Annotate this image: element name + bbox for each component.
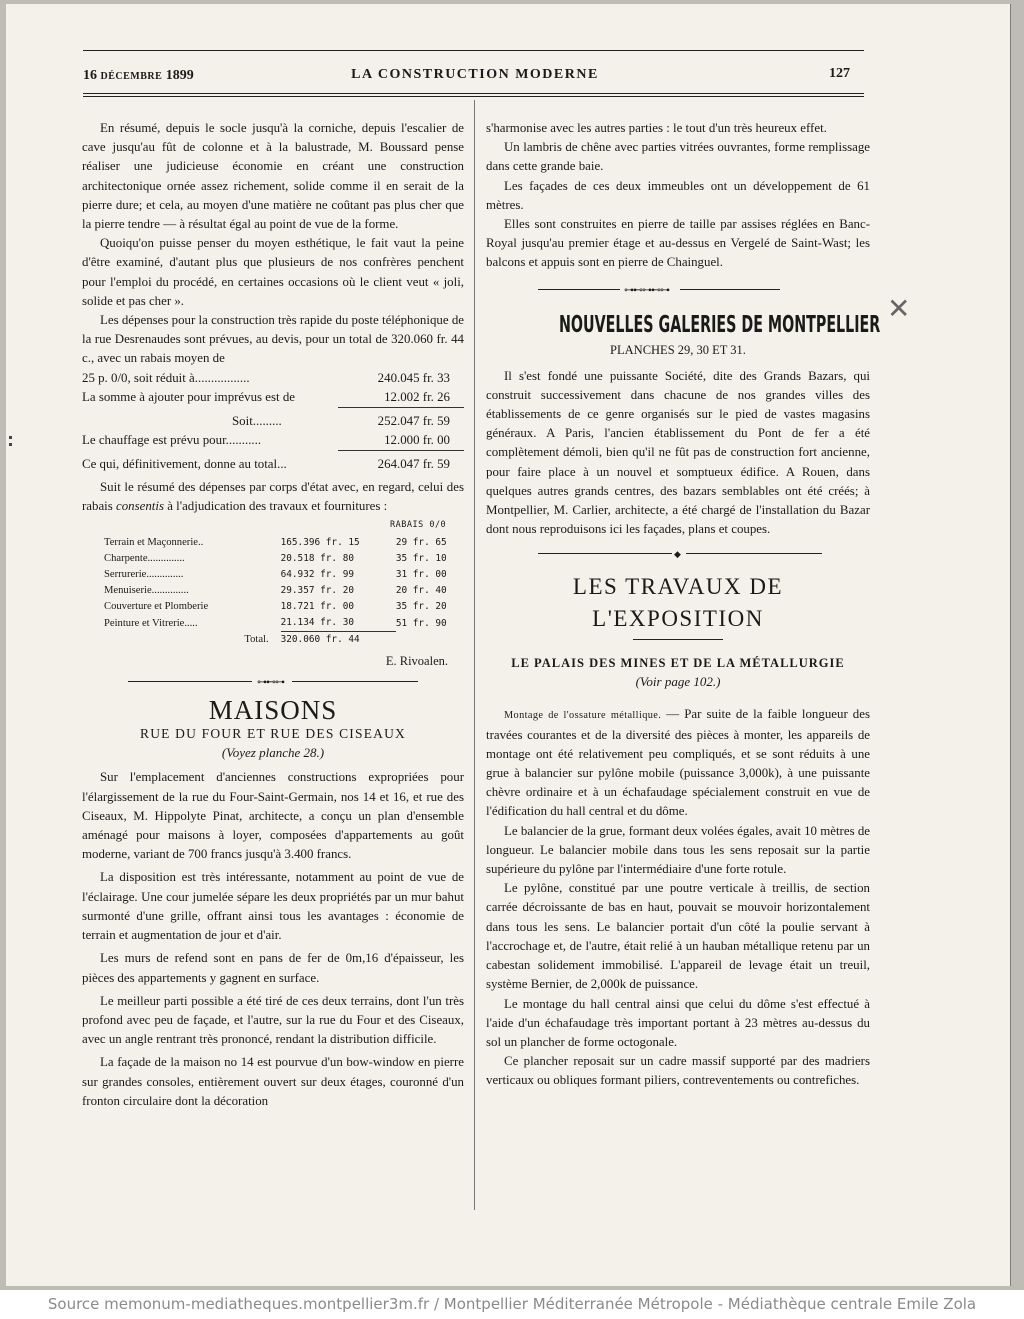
cost-ledger — [82, 369, 464, 475]
rabais-header: RABAIS 0/0 — [390, 520, 447, 531]
paragraph: Elles sont construites en pierre de taille par assises réglées en Banc-Royal jusqu'au premier étage et au-dessus en Vergelé de Saint-Wast; les balcons et appuis sont en pierre de Chainguel. — [486, 217, 870, 270]
galeries-plates: PLANCHES 29, 30 ET 31. — [610, 342, 746, 357]
ledger-row: Soit......... 252.047 fr. 59 — [232, 414, 450, 429]
paragraph: Suit le résumé des dépenses par corps d'état avec, en regard, celui des rabais consentis à l'adjudication des travaux et fournitures : — [82, 479, 464, 513]
section-separator — [486, 543, 870, 565]
section-separator — [82, 671, 464, 693]
source-footer: Source memonum-mediatheques.montpellier3m.fr / Montpellier Méditerranée Métropole - Médiathèque centrale Emile Zola — [0, 1290, 1024, 1319]
paragraph: Les dépenses pour la construction très rapide du poste téléphonique de la rue Desrenaudes sont prévues, au devis, pour un total de 320.060 fr. 44 c., avec un rabais moyen de — [82, 313, 464, 366]
paragraph: Les murs de refend sont en pans de fer de 0m,16 d'épaisseur, les pièces des appartements y gagnent en surface. — [82, 951, 464, 985]
galeries-title: NOUVELLES GALERIES DE MONTPELLIER — [558, 311, 881, 338]
table-total-row: Total. 320.060 fr. 44 — [244, 634, 360, 646]
maisons-subtitle: RUE DU FOUR ET RUE DES CISEAUX — [139, 726, 406, 742]
left-column — [82, 119, 464, 1111]
maisons-reference: (Voyez planche 28.) — [221, 745, 325, 761]
paragraph: Le meilleur parti possible a été tiré de ces deux terrains, dont l'un très profond avec peu de façade, et l'autre, sur la rue du Four et des Ciseaux, avec un angle rentrant très prononcé, rendant la distribution difficile. — [82, 993, 464, 1047]
paragraph: Montage de l'ossature métallique. — Par suite de la faible longueur des travées courantes et de la diversité des pièces à monter, les appareils de montage ont été relativement peu compliqués, et se sont réduits à une grue à balancier sur pylône mobile (puissance 3,000k), à une puissante chèvre ordinaire et à un échafaudage spécialement construit en vue de l'édification du hall central et du dôme. — [486, 707, 870, 819]
table-row: Serrurerie.............. 64.932 fr. 99 31 fr. 00 — [104, 569, 447, 581]
paragraph: Le balancier de la grue, formant deux volées égales, avait 10 mètres de longueur. Le balancier mobile dans tous les sens reposait sur la partie supérieure du pylône par l'intermédiaire d'une forte rotule. — [486, 823, 870, 877]
paragraph: Les façades de ces deux immeubles ont un développement de 61 mètres. — [486, 178, 870, 212]
table-row: Charpente.............. 20.518 fr. 80 35 fr. 10 — [104, 553, 447, 565]
ledger-row: Ce qui, définitivement, donne au total... 264.047 fr. 59 — [82, 457, 450, 472]
header-rule-bottom-2 — [83, 96, 864, 97]
column-separator — [474, 100, 475, 1210]
table-row: Menuiserie.............. 29.357 fr. 20 20 fr. 40 — [104, 585, 447, 597]
table-row: Terrain et Maçonnerie.. 165.396 fr. 15 29 fr. 65 — [104, 537, 447, 549]
section-separator — [486, 279, 870, 301]
paragraph: En résumé, depuis le socle jusqu'à la corniche, depuis l'escalier de cave jusqu'au fût de colonne et à la balustrade, M. Boussard pense réaliser une judicieuse économie en créant une construction architectonique ornée assez richement, solide comme il en serait de la pierre dure; et cela, au moyen d'une matière ne coûtant pas plus cher que la pierre tendre — à résultat égal au point de vue de la forme. — [82, 121, 464, 232]
paragraph: Il s'est fondé une puissante Société, dite des Grands Bazars, qui construit successivement dans chacune de nos grandes villes des établissements de ce genre organisés sur le pied de vastes magasins généraux. A Paris, l'ancien établissement du Pont de fer a été complètement démoli, bien qu'il ne fût pas de construction fort ancienne, pour faire place à un nouvel et somptueux édifice. A Rouen, dans quelques autres grands centres, des bazars semblables ont été créés; à Montpellier, M. Carlier, architecte, a été chargé de l'installation du Bazar dont nous reproduisons ici les façades, plans et coupes. — [486, 368, 870, 537]
paragraph: Le pylône, constitué par une poutre verticale à treillis, de section carrée décroissante de bas en haut, pouvait se mouvoir horizontalement dans tous les sens. Le balancier portait d'un côté la poulie servant à l'accrochage et, de l'autre, était relié à un hauban métallique retenu par un cabestan solidement immobilisé. L'appareil de levage était un treuil, système Bernier, de 2,000k de puissance. — [486, 881, 870, 992]
paragraph: Un lambris de chêne avec parties vitrées ouvrantes, forme remplissage dans cette grande baie. — [486, 140, 870, 174]
mines-title: LE PALAIS DES MINES ET DE LA MÉTALLURGIE — [511, 656, 845, 671]
margin-mark — [9, 443, 12, 446]
author-signature: E. Rivoalen. — [385, 654, 448, 669]
page-number: 127 — [829, 66, 850, 81]
title-rule — [633, 639, 723, 640]
paragraph: s'harmonise avec les autres parties : le tout d'un très heureux effet. — [486, 121, 827, 135]
margin-mark — [9, 436, 12, 439]
header-title: LA CONSTRUCTION MODERNE — [351, 67, 599, 82]
expenses-table — [104, 535, 464, 648]
header-date: 16 DÉCEMBRE 1899 — [83, 68, 194, 83]
exposition-title: LES TRAVAUX DE L'EXPOSITION — [572, 574, 784, 632]
header-rule-bottom — [83, 93, 864, 94]
header-rule-top — [83, 50, 864, 51]
ornament-icon: ⊶⊷⊶⊷⊶ — [624, 284, 669, 296]
paragraph: Le montage du hall central ainsi que celui du dôme s'est effectué à l'aide d'un échafaudage très important portant à 23 mètres au-dessus du sol un plancher de forme octogonale. — [486, 996, 870, 1049]
maisons-title: MAISONS — [208, 695, 338, 726]
paragraph: Sur l'emplacement d'anciennes constructions expropriées pour l'élargissement de la rue du Four-Saint-Germain, nos 14 et 16, et rue des Ciseaux, M. Hippolyte Pinat, architecte, a conçu un plan d'ensemble aménagé pour maisons à loyer, composées d'appartements au goût moderne, variant de 700 francs jusqu'à 3.400 francs. — [82, 770, 464, 862]
handwritten-x-mark: ✕ — [887, 292, 911, 325]
paragraph: Ce plancher reposait sur un cadre massif supporté par des madriers verticaux ou obliques formant piliers, contreventements ou contrefiches. — [486, 1054, 870, 1088]
ledger-row: 25 p. 0/0, soit réduit à................. 240.045 fr. 33 — [82, 370, 450, 385]
diamond-icon: ◆ — [674, 549, 680, 560]
paragraph: La disposition est très intéressante, notamment au point de vue de l'éclairage. Une cour jumelée sépare les deux propriétés par un mur bahut surmonté d'une grille, offrant ainsi tous les avantages : économie de terrain et augmentation de jour et d'air. — [82, 870, 464, 943]
ornament-icon: ⊶⊷⊶ — [257, 677, 284, 689]
right-column — [486, 119, 881, 1091]
ledger-row: Le chauffage est prévu pour........... 12.000 fr. 00 — [82, 431, 464, 451]
table-row: Peinture et Vitrerie..... 21.134 fr. 30 51 fr. 90 — [104, 615, 464, 632]
table-row: Couverture et Plomberie 18.721 fr. 00 35 fr. 20 — [104, 601, 447, 613]
paragraph: La façade de la maison no 14 est pourvue d'un bow-window en pierre sur grandes consoles, entièrement ouvert sur deux étages, couronné d'un fronton circulaire dont la décoration — [82, 1055, 464, 1108]
paragraph: Quoiqu'on puisse penser du moyen esthétique, le fait vaut la peine d'être examiné, d'autant plus que plusieurs de nos confrères penchent pour l'emploi du procédé, en certaines occasions où le client veut « joli, solide et pas cher ». — [82, 236, 464, 308]
mines-reference: (Voir page 102.) — [635, 674, 721, 690]
ledger-row: La somme à ajouter pour imprévus est de 12.002 fr. 26 — [82, 388, 464, 408]
